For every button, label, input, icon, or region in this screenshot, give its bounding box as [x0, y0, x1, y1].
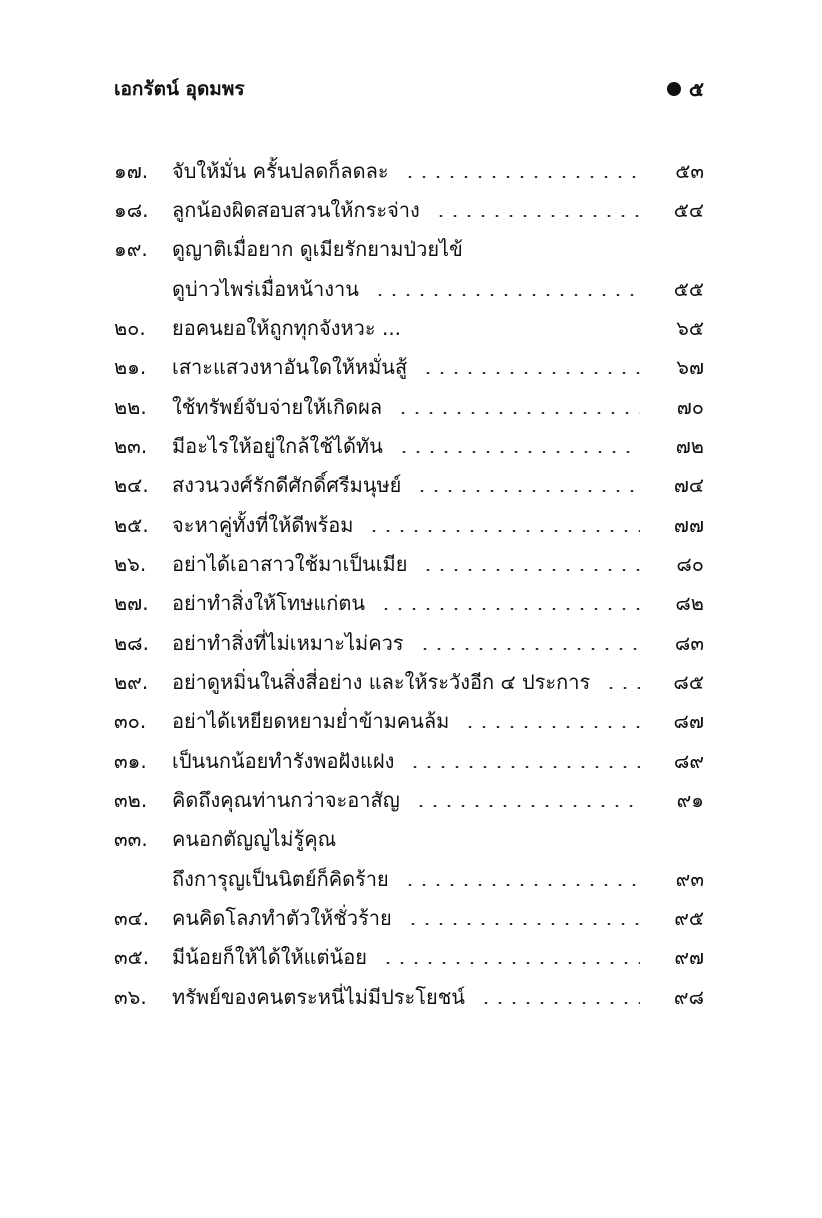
entry-title: คนอกตัญญูไม่รู้คุณ	[172, 827, 337, 851]
entry-title: เสาะแสวงหาอันใดให้หมั่นสู้	[172, 355, 408, 379]
entry-page: ๕๓	[675, 159, 704, 183]
entry-number: ๒๗.	[114, 591, 149, 615]
entry-title: อย่าทำสิ่งให้โทษแก่ตน	[172, 591, 366, 615]
entry-number: ๒๑.	[114, 355, 147, 379]
entry-page: ๗๐	[676, 395, 704, 419]
toc-entry	[114, 390, 704, 424]
dot-leader	[379, 608, 640, 610]
page-number-block	[667, 74, 704, 104]
entry-number: ๓๕.	[114, 945, 150, 969]
entry-page: ๙๘	[673, 985, 704, 1009]
entry-title: ยอคนยอให้ถูกทุกจังหวะ ...	[172, 316, 402, 340]
dot-leader	[418, 648, 640, 650]
author-name: เอกรัตน์ อุดมพร	[114, 78, 245, 100]
entry-number: ๓๓.	[114, 827, 148, 851]
entry-title: เป็นนกน้อยทำรังพอฝังแฝง	[172, 749, 395, 773]
entry-page: ๘๓	[674, 631, 704, 655]
entry-number: ๒๕.	[114, 513, 149, 537]
running-header	[114, 74, 704, 104]
entry-number: ๒๙.	[114, 670, 149, 694]
toc-entry	[114, 468, 704, 502]
toc-entry	[114, 508, 704, 542]
dot-leader	[403, 884, 640, 886]
dot-leader	[403, 176, 640, 178]
entry-title: จับให้มั่น ครั้นปลดก็ลดละ	[172, 159, 389, 183]
toc-entry	[114, 193, 704, 227]
entry-number: ๓๑.	[114, 749, 147, 773]
dot-leader	[604, 687, 640, 689]
entry-page: ๘๗	[673, 709, 704, 733]
bullet-icon	[667, 82, 681, 96]
entry-number: ๒๐.	[114, 316, 146, 340]
toc-entry	[114, 704, 704, 738]
entry-page: ๗๔	[673, 473, 704, 497]
entry-page: ๘๒	[675, 591, 704, 615]
entry-title: ทรัพย์ของคนตระหนี่ไม่มีประโยชน์	[172, 985, 465, 1009]
entry-page: ๘๐	[676, 552, 704, 576]
toc-entry	[114, 547, 704, 581]
toc-entry	[114, 626, 704, 660]
dot-leader	[381, 962, 640, 964]
toc-entry	[114, 822, 704, 856]
toc-entry	[114, 429, 704, 463]
entry-title: จะหาคู่ทั้งที่ให้ดีพร้อม	[172, 513, 354, 537]
toc-entry	[114, 744, 704, 778]
dot-leader	[396, 412, 640, 414]
entry-page: ๗๗	[673, 513, 704, 537]
dot-leader	[479, 1002, 640, 1004]
entry-title: ใช้ทรัพย์จับจ่ายให้เกิดผล	[172, 395, 383, 419]
toc-entry	[114, 940, 704, 974]
entry-number: ๒๔.	[114, 473, 149, 497]
entry-number: ๓๔.	[114, 906, 150, 930]
toc-entry	[114, 350, 704, 384]
toc-entry	[114, 980, 704, 1014]
toc-entry	[114, 232, 704, 266]
entry-number: ๑๘.	[114, 198, 149, 222]
entry-title: สงวนวงศ์รักดีศักดิ์ศรีมนุษย์	[172, 473, 402, 497]
dot-leader	[463, 726, 640, 728]
entry-title: คิดถึงคุณท่านกว่าจะอาสัญ	[172, 788, 400, 812]
dot-leader	[415, 490, 640, 492]
toc-entry	[114, 783, 704, 817]
entry-title: ลูกน้องผิดสอบสวนให้กระจ่าง	[172, 198, 420, 222]
dot-leader	[421, 372, 640, 374]
entry-title: มีอะไรให้อยู่ใกล้ใช้ได้ทัน	[172, 434, 383, 458]
entry-title: ดูญาติเมื่อยาก ดูเมียรักยามป่วยไข้	[172, 237, 463, 261]
entry-title: คนคิดโลภทำตัวให้ชั่วร้าย	[172, 906, 392, 930]
page-number: ๕	[688, 77, 704, 101]
dot-leader	[367, 530, 640, 532]
dot-leader	[434, 215, 640, 217]
entry-number: ๓๐.	[114, 709, 147, 733]
entry-title: มีน้อยก็ให้ได้ให้แต่น้อย	[172, 945, 367, 969]
entry-title: อย่าดูหมิ่นในสิ่งสี่อย่าง และให้ระวังอีก ๔ ประการ	[172, 670, 591, 694]
dot-leader	[421, 569, 640, 571]
entry-number: ๓๒.	[114, 788, 148, 812]
entry-page: ๙๓	[675, 867, 704, 891]
toc-entry	[114, 154, 704, 188]
entry-number: ๑๗.	[114, 159, 149, 183]
entry-title: อย่าได้เหยียดหยามย่ำข้ามคนล้ม	[172, 709, 450, 733]
toc-entry-continuation	[114, 272, 704, 306]
entry-page: ๗๒	[675, 434, 704, 458]
entry-number: ๒๖.	[114, 552, 147, 576]
entry-page: ๘๙	[673, 749, 704, 773]
toc-entry	[114, 586, 704, 620]
toc-entry	[114, 901, 704, 935]
entry-number: ๑๙.	[114, 237, 148, 261]
toc-entry	[114, 665, 704, 699]
entry-number: ๒๘.	[114, 631, 149, 655]
entry-title-continued: ถึงการุญเป็นนิตย์ก็คิดร้าย	[172, 867, 389, 891]
entry-page: ๙๑	[676, 788, 704, 812]
dot-leader	[373, 294, 640, 296]
entry-title: อย่าได้เอาสาวใช้มาเป็นเมีย	[172, 552, 408, 576]
dot-leader	[408, 766, 640, 768]
toc-entry	[114, 311, 704, 345]
entry-number: ๓๖.	[114, 985, 147, 1009]
entry-title-continued: ดูบ่าวไพร่เมื่อหน้างาน	[172, 277, 359, 301]
entry-page: ๙๗	[674, 945, 704, 969]
entry-page: ๘๕	[673, 670, 704, 694]
entry-page: ๖๕	[676, 316, 704, 340]
dot-leader	[406, 923, 640, 925]
entry-number: ๒๓.	[114, 434, 148, 458]
entry-page: ๕๔	[673, 198, 704, 222]
toc-entry-continuation	[114, 862, 704, 896]
dot-leader	[414, 805, 640, 807]
entry-page: ๖๗	[676, 355, 704, 379]
dot-leader	[397, 451, 640, 453]
entry-page: ๙๕	[674, 906, 704, 930]
entry-page: ๕๕	[673, 277, 704, 301]
entry-title: อย่าทำสิ่งที่ไม่เหมาะไม่ควร	[172, 631, 404, 655]
entry-number: ๒๒.	[114, 395, 147, 419]
